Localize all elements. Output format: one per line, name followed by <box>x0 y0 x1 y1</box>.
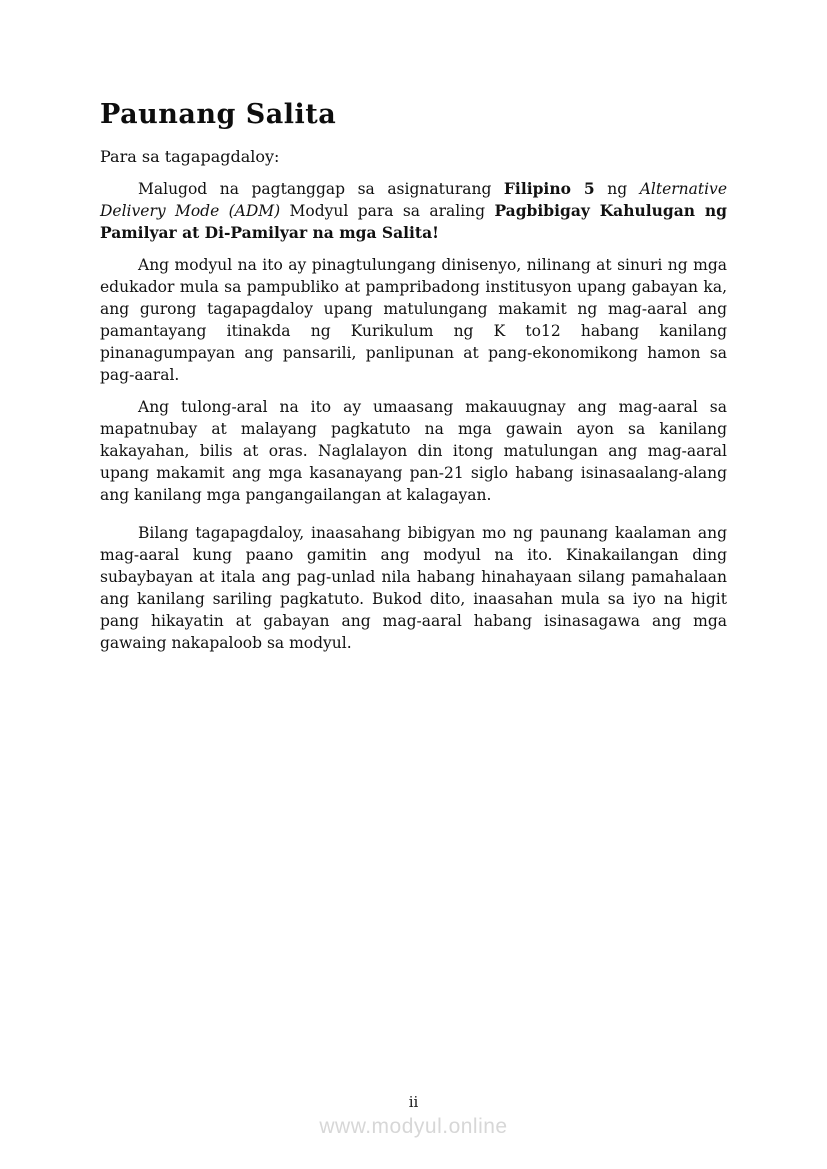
intro-text-segment: ng <box>594 180 640 198</box>
salutation-text: Para sa tagapagdaloy: <box>100 147 280 166</box>
lesson-title-bold: Pagbibigay Kahulugan ng Pamilyar at Di-Pamilyar na mga Salita! <box>100 201 727 242</box>
body-paragraph-2: Ang tulong-aral na ito ay umaasang makauugnay ang mag-aaral sa mapatnubay at malayang pagkatuto na mga gawain ayon sa kanilang kakayahan, bilis at oras. Naglalayon din itong matulungan ang mag-aaral upang makamit ang mga kasanayang pan-21 siglo habang isinasaalang-alang ang kanilang mga pangangailangan at kalagayan. <box>100 398 727 504</box>
adm-italic-text: Alternative Delivery Mode (ADM) <box>100 180 727 220</box>
intro-paragraph <box>100 178 727 244</box>
intro-text-segment: Malugod na pagtanggap sa asignaturang <box>138 180 504 198</box>
body-paragraph-3: Bilang tagapagdaloy, inaasahang bibigyan mo ng paunang kaalaman ang mag-aaral kung paano gamitin ang modyul na ito. Kinakailangan ding subaybayan at itala ang pag-unlad nila habang hinahayaan silang pamahalaan ang kanilang sariling pagkatuto. Bukod dito, inaasahan mula sa iyo na higit pang hikayatin at gabayan ang mag-aaral habang isinasagawa ang mga gawaing nakapaloob sa modyul. <box>100 524 727 652</box>
body-paragraph-1: Ang modyul na ito ay pinagtulungang dinisenyo, nilinang at sinuri ng mga edukador mula sa pampubliko at pampribadong institusyon upang gabayan ka, ang gurong tagapagdaloy upang matulungang makamit ng mag-aaral ang pamantayang itinakda ng Kurikulum ng K to12 habang kanilang pinanagumpayan ang pansarili, panlipunan at pang-ekonomikong hamon sa pag-aaral. <box>100 256 727 384</box>
page-footer <box>0 1092 827 1139</box>
watermark-text: www.modyul.online <box>319 1115 508 1138</box>
page-title: Paunang Salita <box>100 99 337 130</box>
subject-name-bold: Filipino 5 <box>503 179 595 198</box>
intro-text-segment: Modyul para sa araling <box>280 202 495 220</box>
page-number: ii <box>408 1093 419 1111</box>
